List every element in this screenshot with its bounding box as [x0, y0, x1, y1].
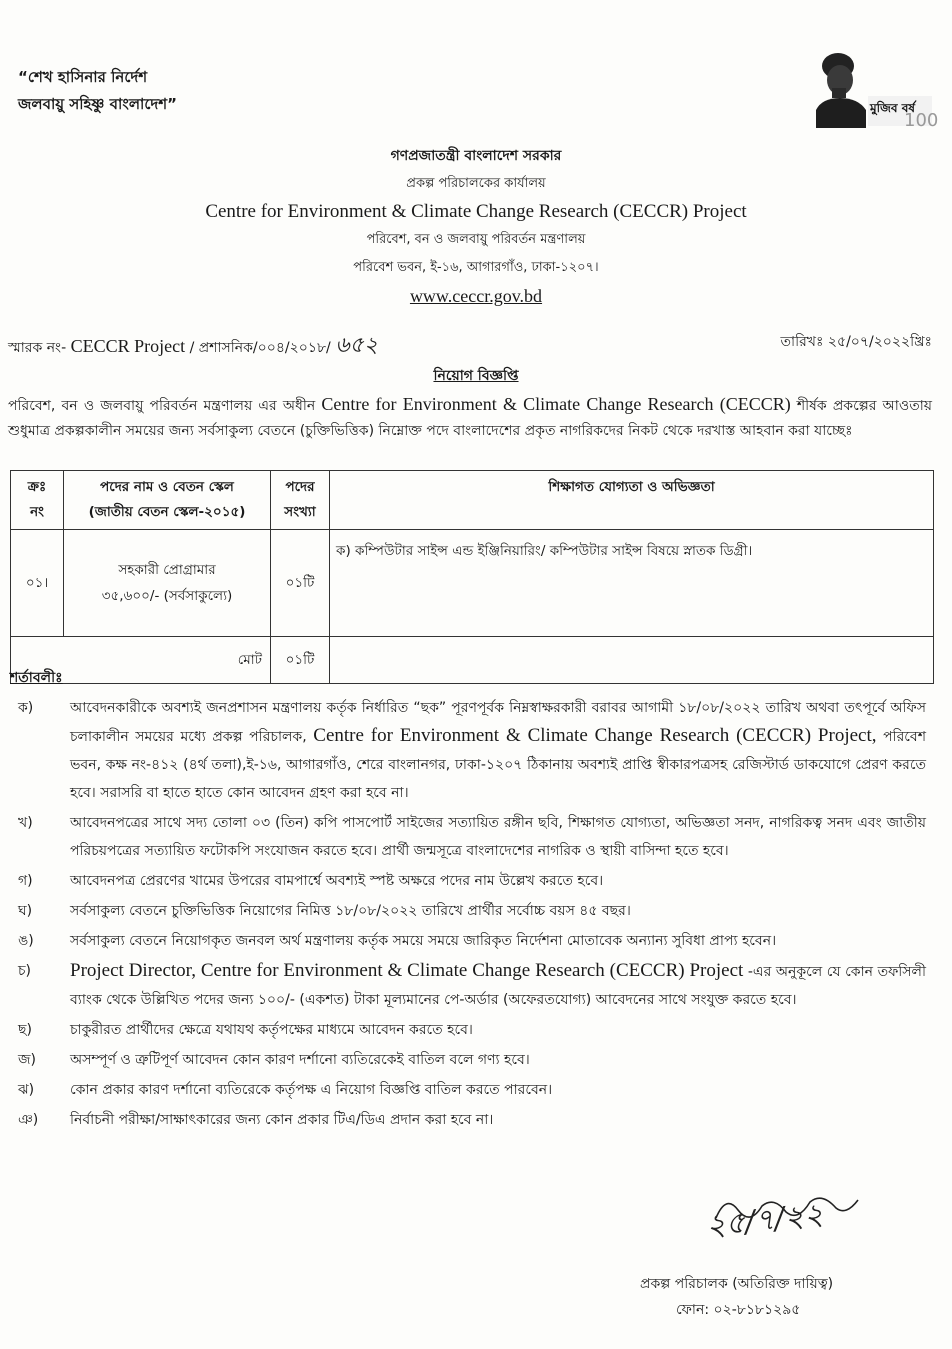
slogan [18, 64, 177, 118]
intro-part-1: পরিবেশ, বন ও জলবায়ু পরিবর্তন মন্ত্রণালয় এর অধীন [8, 398, 316, 414]
table-header-row [11, 471, 934, 530]
header-count: পদের সংখ্যা [271, 471, 330, 530]
project-name: Centre for Environment & Climate Change Research (CECCR) Project [205, 201, 747, 222]
total-empty [330, 637, 934, 684]
notice-title: নিয়োগ বিজ্ঞপ্তি [433, 368, 519, 384]
row-count: ০১টি [271, 530, 330, 637]
condition-item: চ) Project Director, Centre for Environment & Climate Change Research (CECCR) Project -এর অনুকূলে যে কোন তফসিলী ব্যাংক থেকে উল্লিখিত পদের জন্য ১০০/- (একশত) টাকা মূল্যমানের পে-অর্ডার (অফেরতযোগ্য) আবেদনের সাথে সংযুক্ত করতে হবে। [18, 960, 926, 1008]
condition-item: খ) আবেদনপত্রের সাথে সদ্য তোলা ০৩ (তিন) কপি পাসপোর্ট সাইজের সত্যায়িত রঙ্গীন ছবি, শিক্ষাগত যোগ্যতা, অভিজ্ঞতা সনদ, নাগরিকত্ব সনদ এবং জাতীয় পরিচয়পত্রের সত্যায়িত ফটোকপি সংযোজন করতে হবে। প্রার্থী জন্মসূত্রে বাংলাদেশের নাগরিক ও স্থায়ী বাসিন্দা হতে হবে। [18, 815, 926, 859]
header-post: পদের নাম ও বেতন স্কেল (জাতীয় বেতন স্কেল-২০১৫) [64, 471, 271, 530]
signature-date: ২৫/৭/২২ [704, 1196, 826, 1245]
government-name: গণপ্রজাতন্ত্রী বাংলাদেশ সরকার [390, 148, 562, 164]
row-qualification: ক) কম্পিউটার সাইন্স এন্ড ইঞ্জিনিয়ারিং/ কম্পিউটার সাইন্স বিষয়ে স্নাতক ডিগ্রী। [330, 530, 934, 637]
ministry-name: পরিবেশ, বন ও জলবায়ু পরিবর্তন মন্ত্রণালয় [366, 232, 586, 247]
slogan-line-2: জলবায়ু সহিষ্ণু বাংলাদেশ” [18, 95, 178, 113]
condition-item: ঞ) নির্বাচনী পরীক্ষা/সাক্ষাৎকারের জন্য কোন প্রকার টিএ/ডিএ প্রদান করা হবে না। [18, 1112, 494, 1128]
condition-item: ক) আবেদনকারীকে অবশ্যই জনপ্রশাসন মন্ত্রণালয় কর্তৃক নির্ধারিত “ছক” পূরণপূর্বক নিম্নস্বাক্ষরকারী বরাবর আগামী ১৮/০৮/২০২২ তারিখ অথবা তৎপূর্বে অফিস চলাকালীন সময়ের মধ্যে প্রকল্প পরিচালক, Centre for Environment & Climate Change Research (CECCR) Project, পরিবেশ ভবন, কক্ষ নং-৪১২ (৪র্থ তলা),ই-১৬, আগারগাঁও, শেরে বাংলানগর, ঢাকা-১২০৭ ঠিকানায় অবশ্যই প্রাপ্তি স্বীকারপত্রসহ রেজিস্টার্ড ডাকযোগে প্রেরণ করতে হবে। সরাসরি বা হাতে হাতে কোন আবেদন গ্রহণ করা হবে না। [18, 700, 927, 801]
letterhead [0, 142, 952, 310]
row-post [64, 530, 271, 637]
header-qualification: শিক্ষাগত যোগ্যতা ও অভিজ্ঞতা [330, 471, 934, 530]
total-count: ০১টি [271, 637, 330, 684]
condition-item: ঙ) সর্বসাকুল্য বেতনে নিয়োগকৃত জনবল অর্থ মন্ত্রণালয় কর্তৃক সময়ে সময়ে জারিকৃত নির্দেশনা মোতাবেক অন্যান্য সুবিধা প্রাপ্য হবেন। [18, 933, 777, 949]
intro-part-2: শীর্ষক প্রকল্পের আওতায় শুধুমাত্র প্রকল্পকালীন সময়ের জন্য সর্বসাকুল্য বেতনে (চুক্তিভিত্তিক) নিম্নোক্ত পদে বাংলাদেশের প্রকৃত নাগরিকদের নিকট থেকে দরখাস্ত আহবান করা যাচ্ছেঃ [8, 398, 933, 439]
post-name: সহকারী প্রোগ্রামার [118, 562, 216, 578]
post-salary: ৩৫,৬০০/- (সর্বসাকুল্যে) [101, 588, 233, 604]
condition-item: ঝ) কোন প্রকার কারণ দর্শানো ব্যতিরেকে কর্তৃপক্ষ এ নিয়োগ বিজ্ঞপ্তি বাতিল করতে পারবেন। [18, 1082, 553, 1098]
conditions-list [18, 694, 926, 1136]
vacancy-table [10, 470, 934, 684]
intro-project: Centre for Environment & Climate Change Research (CECCR) [321, 394, 791, 414]
intro-paragraph [8, 392, 932, 444]
total-label: মোট [11, 637, 271, 684]
memo-handwritten-number: ৬৫২ [335, 333, 379, 358]
condition-item: জ) অসম্পূর্ণ ও ত্রুটিপূর্ণ আবেদন কোন কারণ দর্শানো ব্যতিরেকেই বাতিল বলে গণ্য হবে। [18, 1052, 530, 1068]
logo-text: মুজিব বর্ষ [870, 101, 915, 115]
table-total-row [11, 637, 934, 684]
table-row [11, 530, 934, 637]
condition-item: ছ) চাকুরীরত প্রার্থীদের ক্ষেত্রে যথাযথ কর্তৃপক্ষের মাধ্যমে আবেদন করতে হবে। [18, 1022, 473, 1038]
mujib-borsho-logo [808, 44, 939, 131]
slogan-line-1: “শেখ হাসিনার নির্দেশ [18, 68, 148, 86]
condition-item: গ) আবেদনপত্র প্রেরণের খামের উপরের বামপার্শ্বে অবশ্যই স্পষ্ট অক্ষরে পদের নাম উল্লেখ করতে হবে। [18, 873, 604, 889]
signatory-title: প্রকল্প পরিচালক (অতিরিক্ত দায়িত্ব) [640, 1276, 834, 1292]
row-serial: ০১। [11, 530, 64, 637]
office-address: পরিবেশ ভবন, ই-১৬, আগারগাঁও, ঢাকা-১২০৭। [353, 260, 599, 275]
memo-number [8, 328, 378, 365]
website-link[interactable]: www.ceccr.gov.bd [409, 286, 543, 306]
office-name: প্রকল্প পরিচালকের কার্যালয় [406, 176, 546, 191]
memo-project: CECCR Project [70, 336, 186, 356]
signatory-phone: ফোন: ০২-৮১৮১২৯৫ [676, 1302, 801, 1318]
header-serial: ক্রঃ নং [11, 471, 64, 530]
memo-ref: / প্রশাসনিক/০০৪/২০১৮/ [189, 340, 331, 356]
condition-item: ঘ) সর্বসাকুল্য বেতনে চুক্তিভিত্তিক নিয়োগের নিমিত্ত ১৮/০৮/২০২২ তারিখে প্রার্থীর সর্বোচ্চ বয়স ৪৫ বছর। [18, 903, 631, 919]
memo-prefix: স্মারক নং- [8, 340, 67, 356]
logo-number: 100 [904, 110, 939, 131]
conditions-title: শর্তাবলীঃ [10, 670, 63, 686]
memo-date: তারিখঃ ২৫/০৭/২০২২খ্রিঃ [780, 334, 932, 350]
